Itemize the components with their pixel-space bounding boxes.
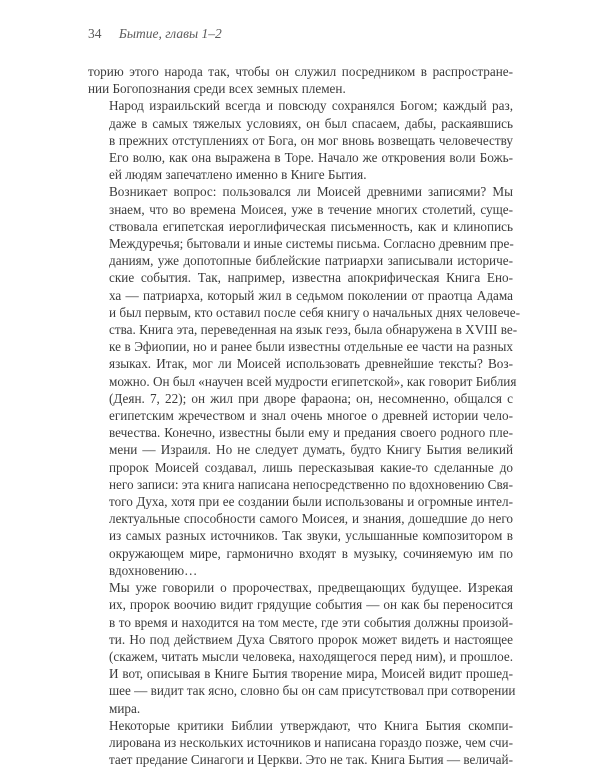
text-line: вдохновению… (109, 562, 198, 578)
text-line: мира. (109, 700, 141, 716)
text-line: Народ израильский всегда и повсюду сохранялся Богом; каждый раз, (109, 98, 513, 114)
text-line: ствовала египетская иероглифическая письменность, как и клинопись (109, 218, 513, 234)
running-title: Бытие, главы 1–2 (118, 26, 222, 41)
text-line: него записи: эта книга написана непосредственно по вдохновению Свя- (109, 476, 513, 492)
text-line: вечества. Конечно, известны были ему и предания своего родного пле- (109, 425, 513, 441)
text-line: того Духа, хотя при ее создании были использованы и огромные интел- (109, 494, 513, 510)
text-line: в прежних отступлениях от Бога, он мог вновь возвещать человечеству (109, 132, 513, 148)
text-line: Мы уже говорили о пророчествах, предвещающих будущее. Изрекая (109, 580, 513, 596)
text-line: египетским жречеством и знал очень многое о древней истории чело- (109, 408, 513, 424)
text-line: даниям, уже допотопные библейские патриархи записывали историче- (109, 253, 513, 269)
text-line: лирована из нескольких источников и написана гораздо позже, чем счи- (109, 734, 513, 750)
text-line: ства. Книга эта, переведенная на язык геэз, была обнаружена в XVIII ве- (109, 322, 518, 338)
paragraph (88, 97, 513, 183)
text-line: (Деян. 7, 22); он жил при дворе фараона; он, несомненно, общался с (109, 390, 513, 406)
running-header (88, 26, 222, 42)
text-line: И вот, описывая в Книге Бытия творение мира, Моисей видит прошед- (109, 666, 513, 682)
text-line: пророк Моисей создавал, лишь пересказывая какие-то сделанные до (109, 459, 513, 475)
text-line: ке в Эфиопии, но и ранее были известны отдельные ее части на разных (109, 339, 513, 355)
body-text (88, 63, 520, 768)
text-line: лектуальные способности самого Моисея, и знания, дошедшие до него (109, 511, 513, 527)
text-line: ти. Но под действием Духа Святого пророк может видеть и настоящее (109, 631, 513, 647)
text-line: ха — патриарха, который жил в седьмом поколении от праотца Адама (109, 287, 513, 303)
text-line: Его волю, как она выражена в Торе. Начало же откровения воли Божь- (109, 150, 513, 166)
paragraph (88, 717, 513, 768)
text-line: их, пророк воочию видит грядущие события — он как бы переносится (109, 597, 513, 613)
text-line: даже в самых тяжелых условиях, он был спасаем, дабы, раскаявшись (109, 115, 513, 131)
text-line: торию этого народа так, чтобы он служил посредником в распростране- (88, 64, 513, 79)
text-line: нии Богопознания среди всех земных племен. (88, 81, 346, 97)
text-line: Междуречья; бытовали и иные системы письма. Согласно древним пре- (109, 236, 514, 252)
text-line: языках. Итак, мог ли Моисей использовать древнейшие тексты? Воз- (109, 356, 513, 372)
text-line: из самых разных источников. Так звуки, услышанные композитором в (109, 528, 513, 544)
text-line: мени — Израиля. Но не следует думать, будто Книгу Бытия великий (109, 442, 513, 458)
page-number: 34 (88, 26, 102, 41)
text-line: в то время и находится на том месте, где эти события должны произой- (109, 614, 513, 630)
text-line: ские события. Так, например, известна апокрифическая Книга Ено- (109, 270, 513, 286)
paragraph (88, 579, 516, 717)
paragraph (88, 63, 513, 97)
text-line: Возникает вопрос: пользовался ли Моисей древними записями? Мы (109, 184, 513, 200)
text-line: ей людям запечатлено именно в Книге Бытия. (109, 167, 367, 183)
text-line: (скажем, читать мысли человека, находящегося перед ним), и прошлое. (109, 648, 513, 664)
text-line: окружающем мире, гармонично входят в музыку, сочиняемую им по (109, 545, 513, 561)
paragraph (88, 183, 520, 579)
text-line: шее — видит так ясно, словно бы он сам присутствовал при сотворении (109, 683, 516, 699)
text-line: знаем, что во времена Моисея, уже в течение многих столетий, суще- (109, 201, 513, 217)
text-line: тает предание Синагоги и Церкви. Это не так. Книга Бытия — величай- (109, 752, 513, 768)
text-line: Некоторые критики Библии утверждают, что Книга Бытия скомпи- (109, 717, 513, 733)
text-line: можно. Он был «научен всей мудрости египетской», как говорит Библия (109, 373, 517, 389)
text-line: и был первым, кто оставил после себя книгу о начальных днях человече- (109, 304, 520, 320)
